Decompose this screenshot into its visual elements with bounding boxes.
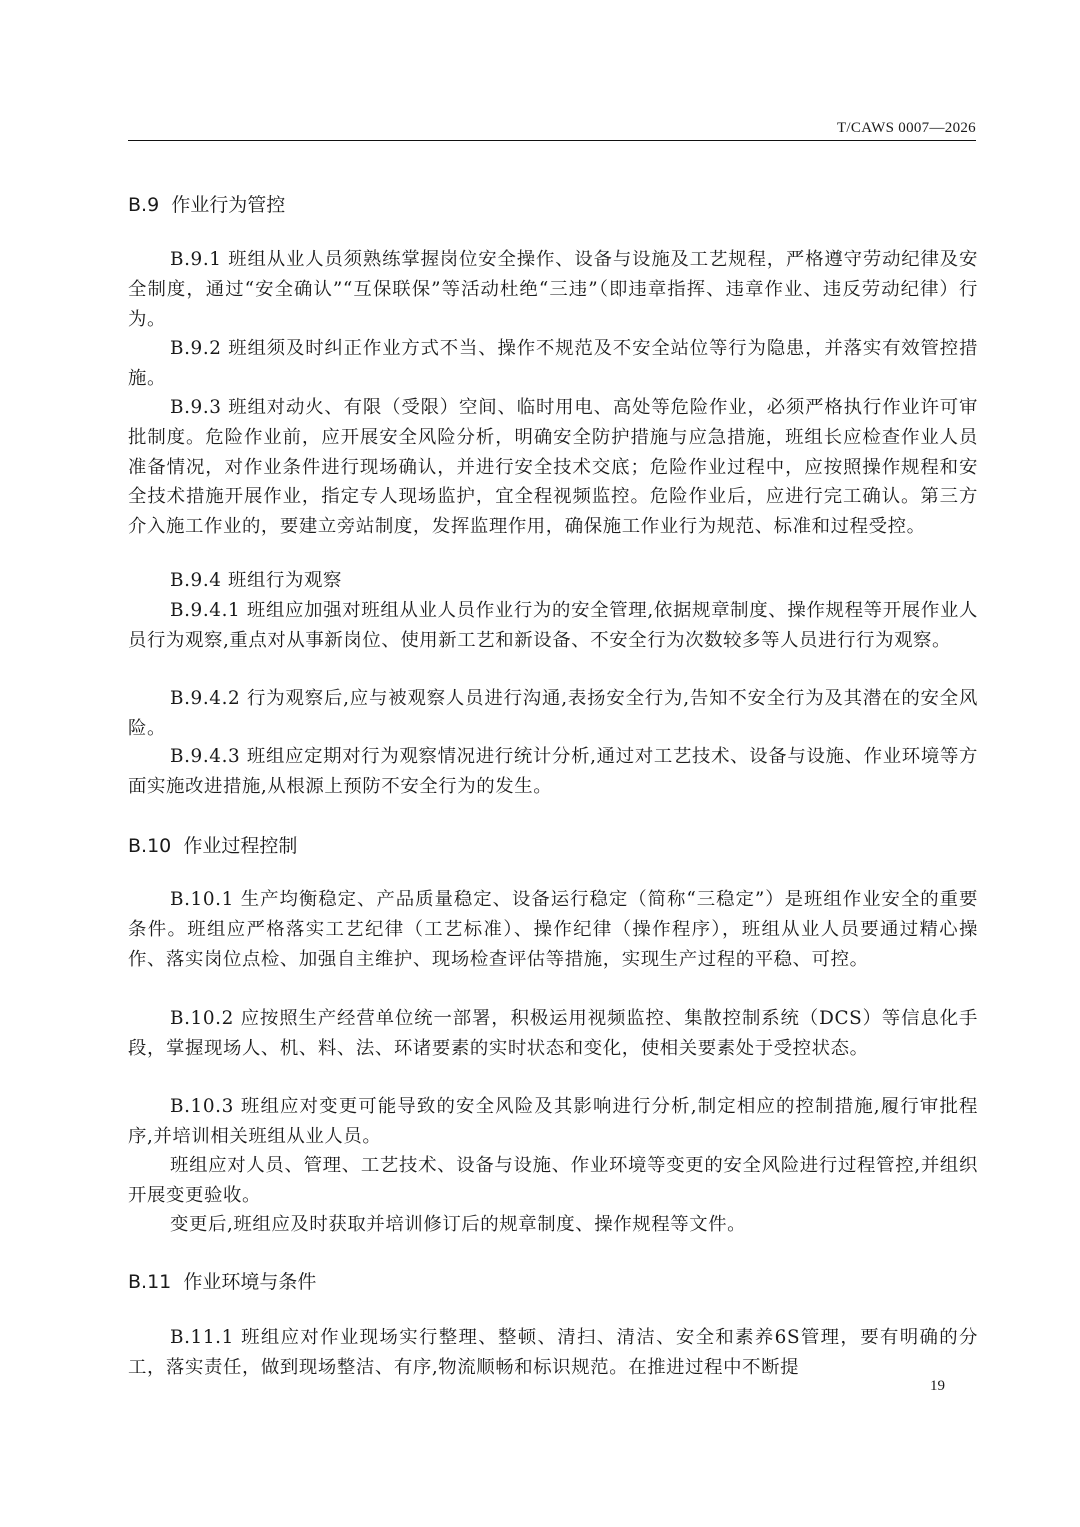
paragraph-b9-4-2: B.9.4.2 行为观察后,应与被观察人员进行沟通,表扬安全行为,告知不安全行为及其潜在的安全风险。 [128,688,978,739]
paragraph-b9-1: B.9.1 班组从业人员须熟练掌握岗位安全操作、设备与设施及工艺规程，严格遵守劳动纪律及安全制度，通过“安全确认”“互保联保”等活动杜绝“三违”（即违章指挥、违章作业、违反劳动纪律）行为。 [128,249,978,330]
paragraph-b10-2: B.10.2 应按照生产经营单位统一部署，积极运用视频监控、集散控制系统（DCS）等信息化手段，掌握现场人、机、料、法、环诸要素的实时状态和变化，使相关要素处于受控状态。 [128,1008,978,1059]
section-b11-heading: B.11 作业环境与条件 [128,1271,317,1293]
paragraph-b9-4: B.9.4 班组行为观察 [170,570,342,591]
paragraph-b10-1: B.10.1 生产均衡稳定、产品质量稳定、设备运行稳定（简称“三稳定”）是班组作业安全的重要条件。班组应严格落实工艺纪律（工艺标准）、操作纪律（操作程序），班组从业人员要通过精心操作、落实岗位点检、加强自主维护、现场检查评估等措施，实现生产过程的平稳、可控。 [128,889,978,970]
paragraph-b11-1: B.11.1 班组应对作业现场实行整理、整顿、清扫、清洁、安全和素养6S管理，要有明确的分工，落实责任，做到现场整洁、有序,物流顺畅和标识规范。在推进过程中不断提 [128,1327,978,1378]
paragraph-b9-4-3: B.9.4.3 班组应定期对行为观察情况进行统计分析,通过对工艺技术、设备与设施、作业环境等方面实施改进措施,从根源上预防不安全行为的发生。 [128,746,978,797]
paragraph-b9-3: B.9.3 班组对动火、有限（受限）空间、临时用电、高处等危险作业，必须严格执行作业许可审批制度。危险作业前，应开展安全风险分析，明确安全防护措施与应急措施，班组长应检查作业人员准备情况，对作业条件进行现场确认，并进行安全技术交底；危险作业过程中，应按照操作规程和安全技术措施开展作业，指定专人现场监护，宜全程视频监控。危险作业后，应进行完工确认。第三方介入施工作业的，要建立旁站制度，发挥监理作用，确保施工作业行为规范、标准和过程受控。 [128,397,978,538]
standard-code: T/CAWS 0007—2026 [836,120,976,136]
page-number: 19 [930,1378,945,1394]
paragraph-b10-3-b: 变更后,班组应及时获取并培训修订后的规章制度、操作规程等文件。 [170,1214,747,1235]
paragraph-b10-3-a: 班组应对人员、管理、工艺技术、设备与设施、作业环境等变更的安全风险进行过程管控,并组织开展变更验收。 [128,1155,978,1206]
paragraph-b9-4-1: B.9.4.1 班组应加强对班组从业人员作业行为的安全管理,依据规章制度、操作规程等开展作业人员行为观察,重点对从事新岗位、使用新工艺和新设备、不安全行为次数较多等人员进行行为观察。 [128,600,978,651]
paragraph-b9-2: B.9.2 班组须及时纠正作业方式不当、操作不规范及不安全站位等行为隐患，并落实有效管控措施。 [128,338,978,389]
section-b10-heading: B.10 作业过程控制 [128,835,298,857]
paragraph-b10-3: B.10.3 班组应对变更可能导致的安全风险及其影响进行分析,制定相应的控制措施,履行审批程序,并培训相关班组从业人员。 [128,1096,978,1147]
section-b9-heading: B.9 作业行为管控 [128,194,286,216]
header-rule [128,140,976,141]
